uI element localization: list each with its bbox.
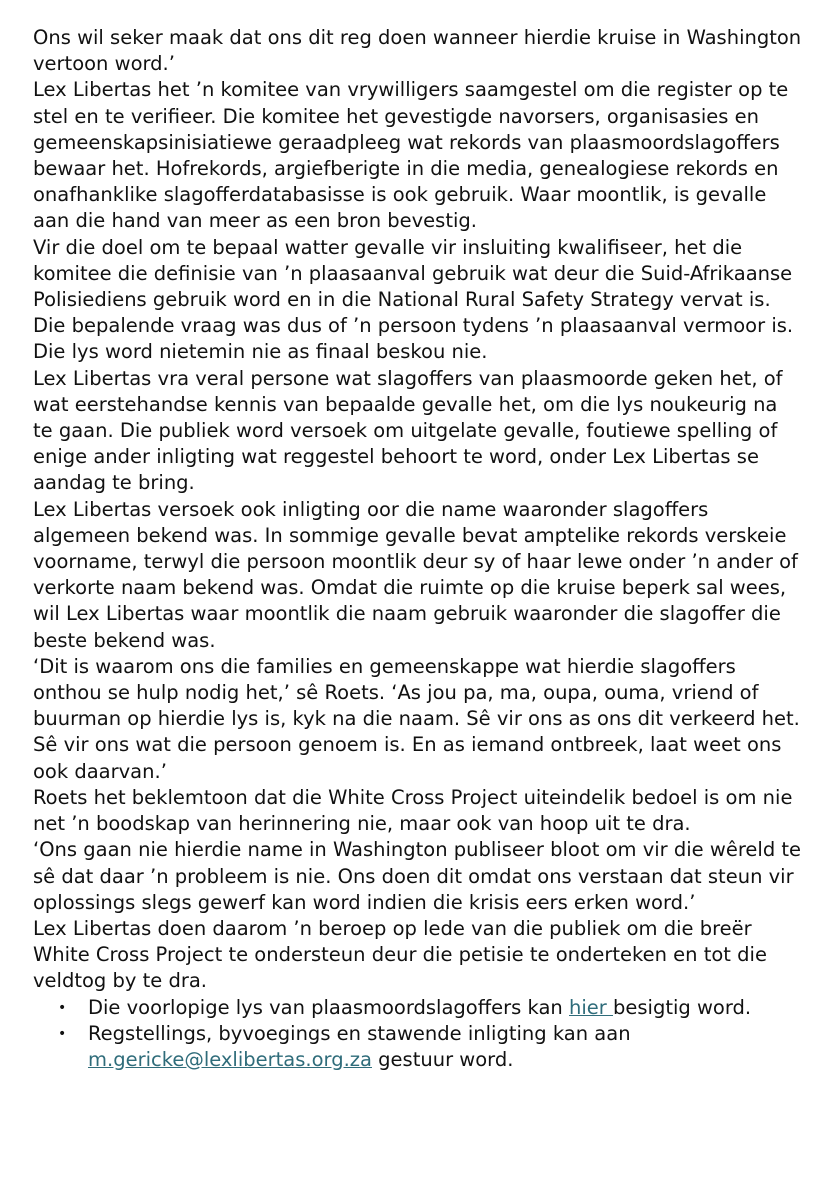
- paragraph-public-appeal: Lex Libertas doen daarom ’n beroep op lede van die publiek om die breër White Cross Project te ondersteun deur die petisie te onderteken en tot die veldtog by te dra.: [33, 916, 767, 993]
- bullet-text-after: gestuur word.: [371, 1047, 514, 1071]
- victim-list-link[interactable]: hier: [569, 995, 613, 1019]
- bullet-icon: •: [58, 1025, 67, 1042]
- bullet-text-before: Regstellings, byvoegings en stawende inligting kan aan: [88, 1021, 631, 1045]
- paragraph-roets-quote: ‘Dit is waarom ons die families en gemeenskappe wat hierdie slagoffers onthou se hulp nodig het,’ sê Roets. ‘As jou pa, ma, oupa, ouma, vriend of buurman op hierdie lys is, kyk na die naam. Sê vir ons as ons dit verkeerd het. Sê vir ons wat die persoon genoem is. En as iemand ontbreek, laat weet ons ook daarvan.’: [33, 654, 800, 783]
- paragraph-not-final: Die lys word nietemin nie as finaal beskou nie.: [33, 340, 488, 364]
- bullet-text-before: Die voorlopige lys van plaasmoordslagoffers kan: [88, 995, 569, 1019]
- paragraph-washington-quote: ‘Ons gaan nie hierdie name in Washington publiseer bloot om vir die wêreld te sê dat daar ’n probleem is nie. Ons doen dit omdat ons verstaan dat steun vir oplossings slegs gewerf kan word indien die krisis eers erken word.’: [33, 838, 802, 914]
- bullet-text-after: besigtig word.: [613, 995, 752, 1019]
- list-item: [33, 995, 803, 1021]
- paragraph-hope-message: Roets het beklemtoon dat die White Cross Project uiteindelik bedoel is om nie net ’n boodskap van herinnering nie, maar ook van hoop uit te dra.: [33, 785, 793, 836]
- document-page: [33, 25, 803, 1073]
- paragraph-closing-quote: Ons wil seker maak dat ons dit reg doen wanneer hierdie kruise in Washington vertoon word.’: [33, 26, 802, 76]
- bullet-icon: •: [58, 999, 67, 1016]
- paragraph-names-request: Lex Libertas versoek ook inligting oor die name waaronder slagoffers algemeen bekend was. In sommige gevalle bevat amptelike rekords verskeie voorname, terwyl die persoon moontlik deur sy of haar lewe onder ’n ander of verkorte naam bekend was. Omdat die ruimte op die kruise beperk sal wees, wil Lex Libertas waar moontlik die naam gebruik waaronder die slagoffer die beste bekend was.: [33, 497, 798, 652]
- paragraph-committee: Lex Libertas het ’n komitee van vrywilligers saamgestel om die register op te stel en te verifieer. Die komitee het gevestigde navorsers, organisasies en gemeenskapsinisiatiewe geraadpleeg wat rekords van plaasmoordslagoffers bewaar het. Hofrekords, argiefberigte in die media, genealogiese rekords en onafhanklike slagofferdatabasisse is ook gebruik. Waar moontlik, is gevalle aan die hand van meer as een bron bevestig.: [33, 78, 789, 233]
- email-link[interactable]: m.gericke@lexlibertas.org.za: [88, 1047, 372, 1071]
- paragraph-public-request: Lex Libertas vra veral persone wat slagoffers van plaasmoorde geken het, of wat eerstehandse kennis van bepaalde gevalle het, om die lys noukeurig na te gaan. Die publiek word versoek om uitgelate gevalle, foutiewe spelling of enige ander inligting wat reggestel behoort te word, onder Lex Libertas se aandag te bring.: [33, 366, 783, 495]
- bullet-list: [33, 995, 803, 1074]
- list-item: [33, 1021, 803, 1073]
- paragraph-definition: Vir die doel om te bepaal watter gevalle vir insluiting kwalifiseer, het die komitee die definisie van ’n plaasaanval gebruik wat deur die Suid-Afrikaanse Polisiediens gebruik word en in die National Rural Safety Strategy vervat is. Die bepalende vraag was dus of ’n persoon tydens ’n plaasaanval vermoor is.: [33, 235, 794, 338]
